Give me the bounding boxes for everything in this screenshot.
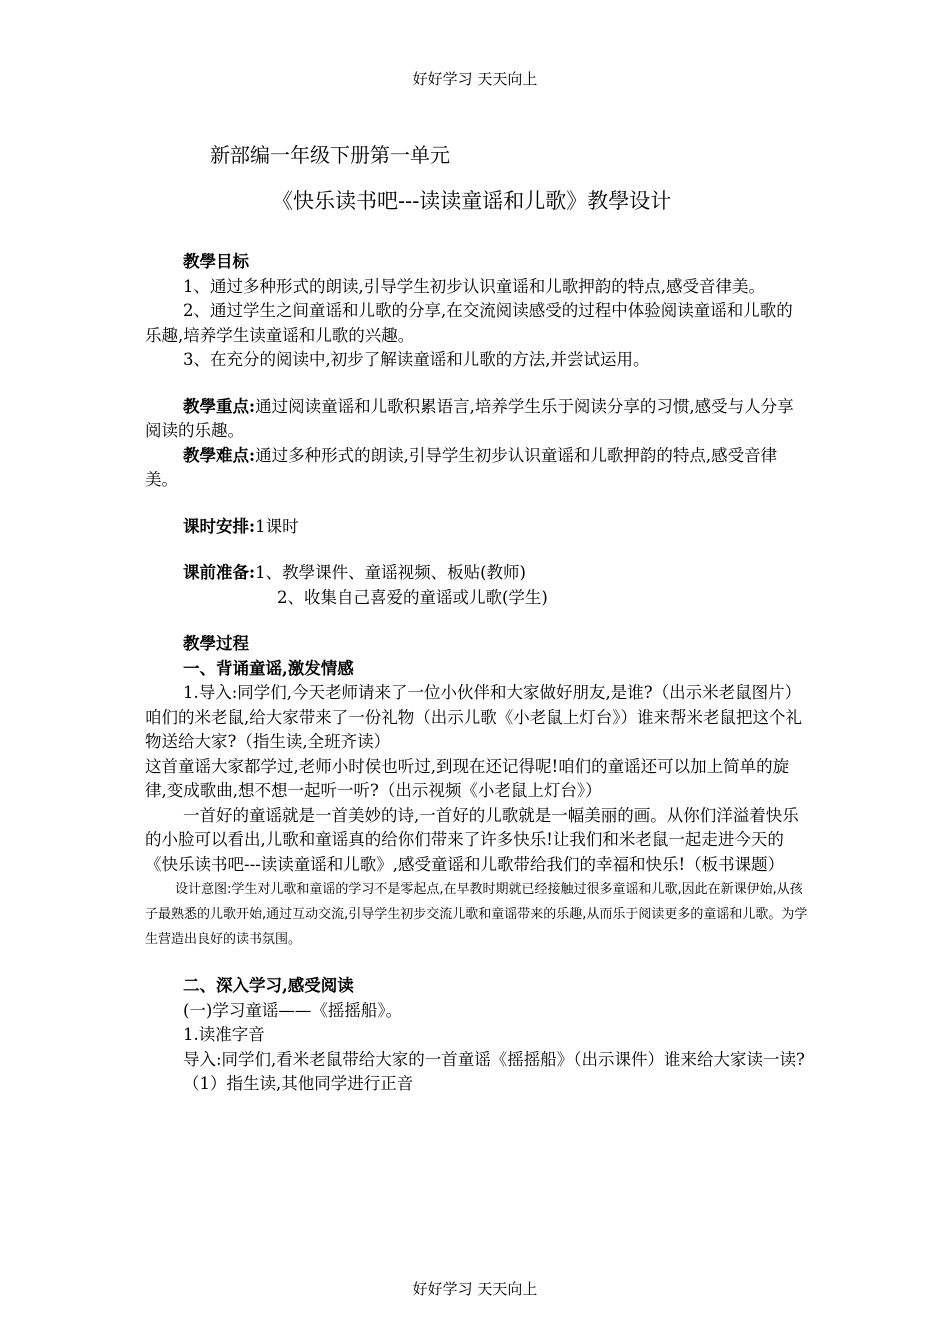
section1-heading: 一、背诵童谣,激发情感: [183, 658, 354, 678]
section1-paragraph: 一首好的童谣就是一首美妙的诗,一首好的儿歌就是一幅美丽的画。从你们洋溢着快乐的小脸可以看出,儿歌和童谣真的给你们带来了许多快乐!让我们和米老鼠一起走进今天的《快乐读书吧---读读童谣和儿歌》,感受童谣和儿歌带给我们的幸福和快乐!（板书课题）: [145, 805, 799, 874]
design-note: 设计意图:学生对儿歌和童谣的学习不是零起点,在早教时期就已经接触过很多童谣和儿歌,因此在新课伊始,从孩子最熟悉的儿歌开始,通过互动交流,引导学生初步交流儿歌和童谣带来的乐趣,从而乐于阅读更多的童谣和儿歌。为学生营造出良好的读书氛围。: [145, 882, 808, 947]
section2-item: （1）指生读,其他同学进行正音: [183, 1074, 414, 1093]
objective-item: 2、通过学生之间童谣和儿歌的分享,在交流阅读感受的过程中体验阅读童谣和儿歌的乐趣,培养学生读童谣和儿歌的兴趣。: [145, 301, 793, 345]
schedule-text: 1课时: [255, 516, 299, 536]
difficulties-label: 教學难点:: [183, 445, 256, 465]
preparation-line1: 1、教學课件、童谣视频、板贴(教师): [255, 563, 526, 582]
page-footer: 好好学习 天天向上: [412, 1280, 538, 1298]
difficulties: [145, 444, 809, 493]
objective-item: 3、在充分的阅读中,初步了解读童谣和儿歌的方法,并尝试运用。: [183, 350, 650, 369]
objectives-heading: 教學目标: [183, 252, 249, 271]
preparation-label: 课前准备:: [183, 563, 256, 582]
section1-paragraph: 这首童谣大家都学过,老师小时侯也听过,到现在还记得呢!咱们的童谣还可以加上简单的旋律,变成歌曲,想不想一起听一听?（出示视频《小老鼠上灯台》）: [145, 756, 790, 800]
schedule: [145, 515, 809, 540]
document-subtitle: 新部编一年级下册第一单元: [210, 143, 450, 167]
section2-sub-heading: (一)学习童谣——《摇摇船》。: [183, 1000, 403, 1020]
preparation: [145, 561, 809, 586]
key-points: [145, 395, 809, 444]
difficulties-text: 通过多种形式的朗读,引导学生初步认识童谣和儿歌押韵的特点,感受音律美。: [145, 445, 778, 489]
process-heading: 教學过程: [183, 634, 249, 653]
key-points-label: 教學重点:: [183, 396, 256, 416]
document-body: [145, 250, 809, 1097]
preparation-line2: 2、收集自己喜爱的童谣或儿歌(学生): [277, 587, 548, 607]
section2-step: 1.读准字音: [183, 1025, 265, 1044]
document-title: 《快乐读书吧---读读童谣和儿歌》教學设计: [272, 189, 672, 213]
section2-heading: 二、深入学习,感受阅读: [183, 976, 354, 995]
section2-intro: 导入:同学们,看米老鼠带给大家的一首童谣《摇摇船》（出示课件）谁来给大家读一读?: [183, 1049, 805, 1069]
schedule-label: 课时安排:: [183, 516, 256, 536]
objective-item: 1、通过多种形式的朗读,引导学生初步认识童谣和儿歌押韵的特点,感受音律美。: [183, 276, 765, 296]
section1-paragraph: 1.导入:同学们,今天老师请来了一位小伙伴和大家做好朋友,是谁?（出示米老鼠图片）咱们的米老鼠,给大家带来了一份礼物（出示儿歌《小老鼠上灯台》）谁来帮米老鼠把这个礼物送给大家?（指生读,全班齐读）: [145, 683, 802, 751]
page-header: 好好学习 天天向上: [412, 70, 538, 88]
key-points-text: 通过阅读童谣和儿歌积累语言,培养学生乐于阅读分享的习惯,感受与人分享阅读的乐趣。: [145, 396, 794, 440]
